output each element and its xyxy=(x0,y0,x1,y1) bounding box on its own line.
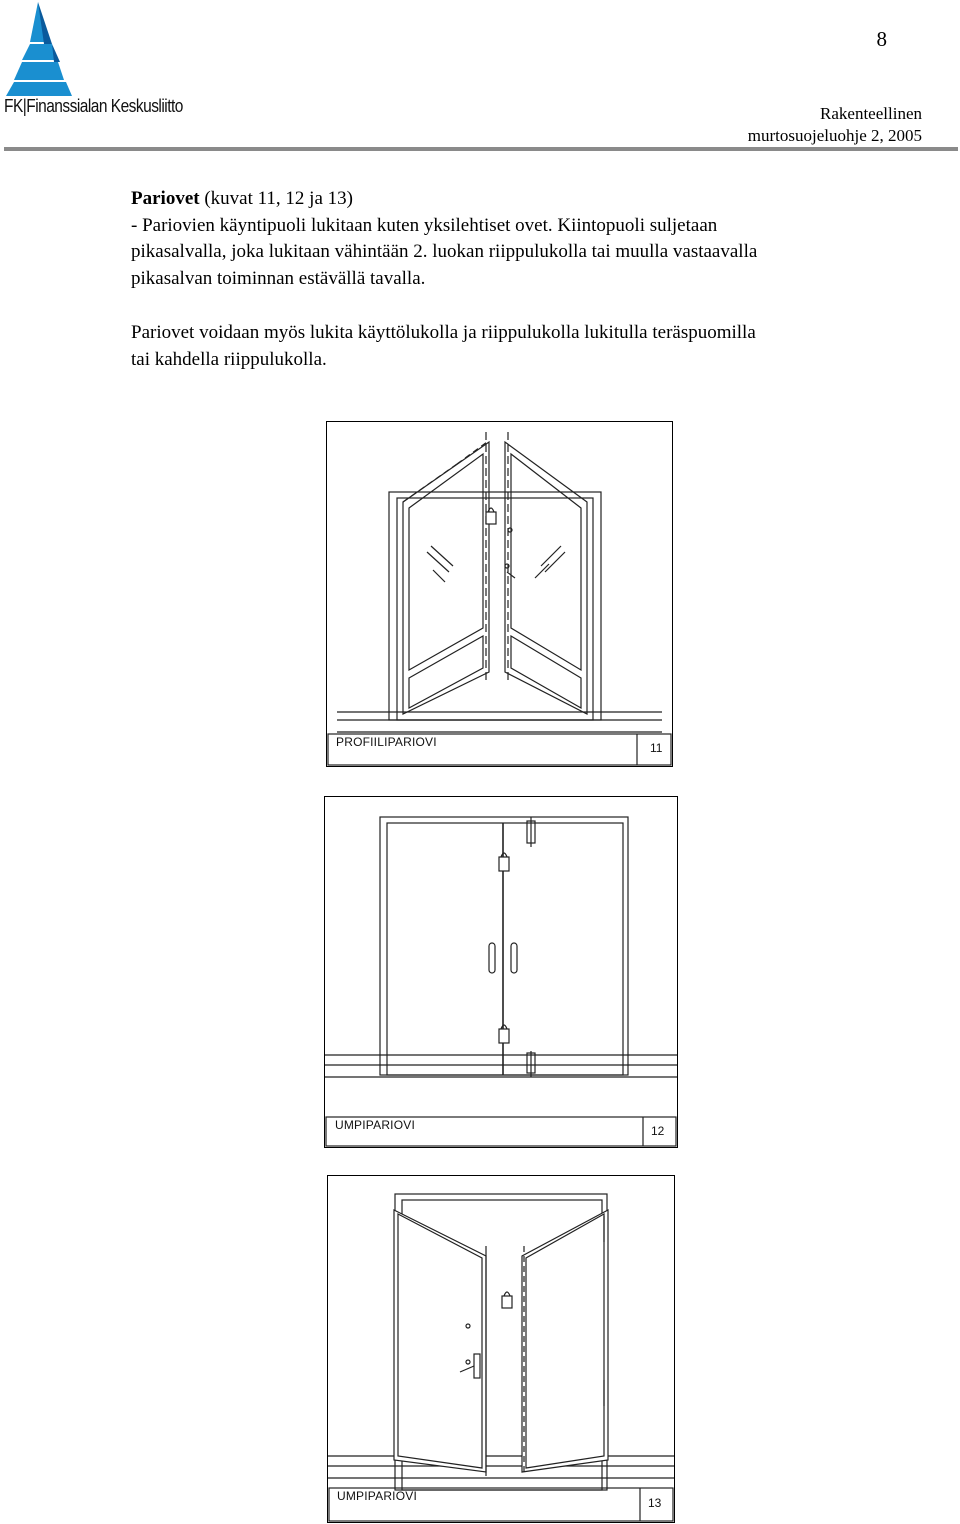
open-solid-double-door-drawing xyxy=(328,1176,674,1522)
double-solid-door-drawing xyxy=(325,797,677,1147)
heading-bold: Pariovet xyxy=(131,188,200,209)
body-text xyxy=(131,186,931,373)
paragraph-1-line-1: - Pariovien käyntipuoli lukitaan kuten yksilehtiset ovet. Kiintopuoli suljetaan xyxy=(131,214,718,236)
double-glass-door-drawing xyxy=(327,422,672,766)
paragraph-2-line-2: tai kahdella riippulukolla. xyxy=(131,348,327,370)
paragraph-2-line-1: Pariovet voidaan myös lukita käyttölukolla ja riippulukolla lukitulla teräspuomilla xyxy=(131,322,756,343)
fk-logo-mark xyxy=(0,0,200,100)
figure-11-caption: PROFIILIPARIOVI xyxy=(336,735,437,749)
figure-13 xyxy=(327,1175,675,1523)
figure-12-number: 12 xyxy=(651,1124,665,1138)
document-title-line-1: Rakenteellinen xyxy=(820,104,922,123)
page-number: 8 xyxy=(876,27,887,51)
figure-13-number: 13 xyxy=(648,1496,662,1510)
figure-13-caption: UMPIPARIOVI xyxy=(337,1489,417,1503)
fk-logo xyxy=(0,0,200,125)
figure-12 xyxy=(324,796,678,1148)
heading-rest: (kuvat 11, 12 ja 13) xyxy=(199,188,353,209)
header-divider xyxy=(4,147,958,151)
document-title xyxy=(748,103,922,147)
document-title-line-2: murtosuojeluohje 2, 2005 xyxy=(747,126,922,145)
paragraph-1-line-3: pikasalvan toiminnan estävällä tavalla. xyxy=(131,267,426,289)
logo-text: FK|Finanssialan Keskusliitto xyxy=(4,96,183,116)
figure-12-caption: UMPIPARIOVI xyxy=(335,1118,415,1132)
figure-11 xyxy=(326,421,673,767)
figure-11-number: 11 xyxy=(650,741,663,755)
section-heading xyxy=(131,186,931,213)
paragraph-1-line-2: pikasalvalla, joka lukitaan vähintään 2. luokan riippulukolla tai muulla vastaavalla xyxy=(131,241,758,262)
